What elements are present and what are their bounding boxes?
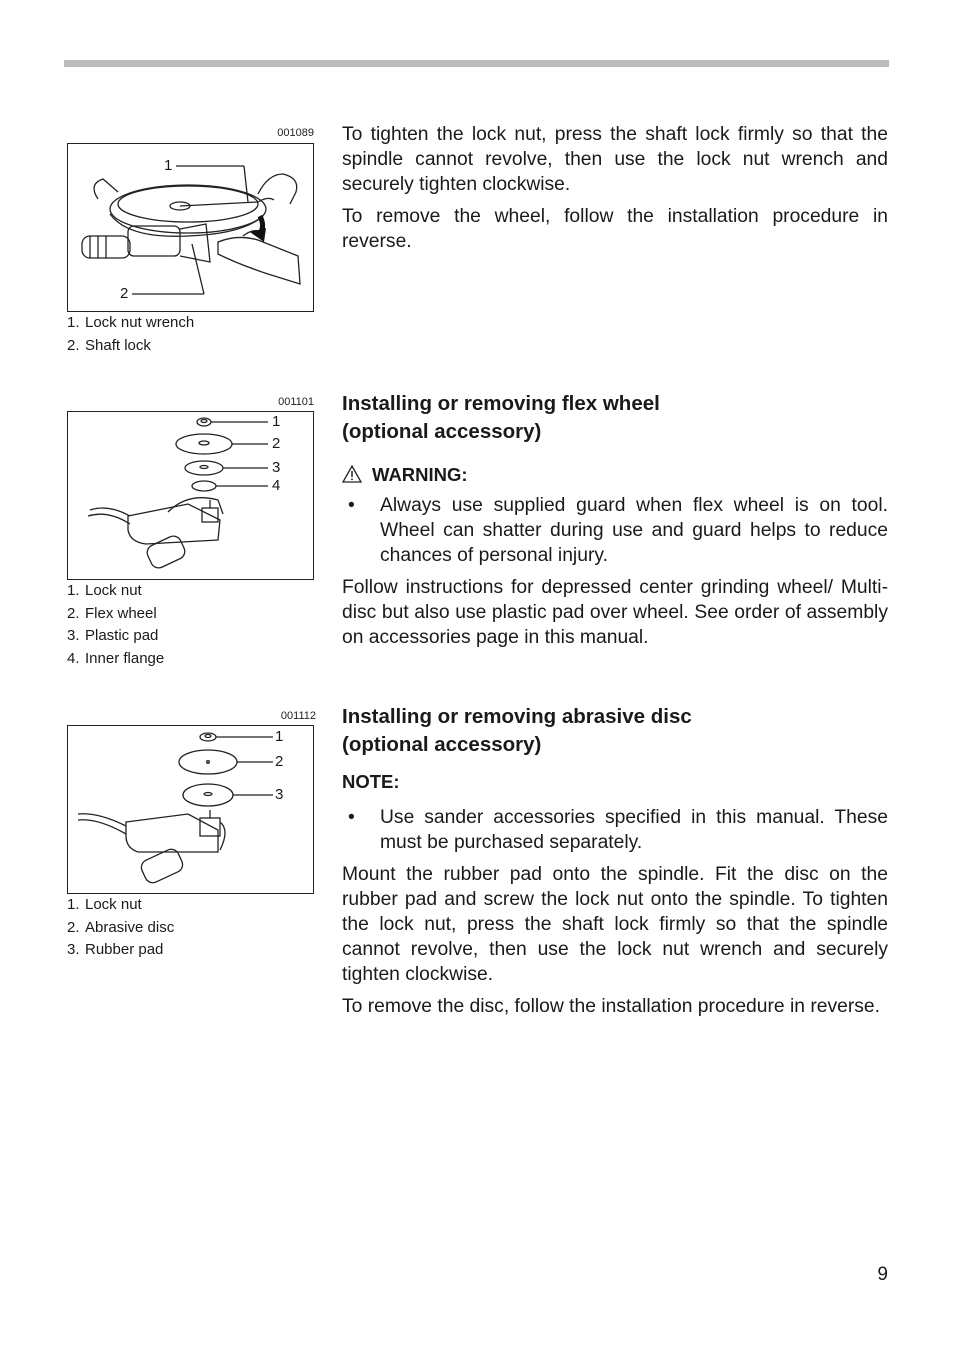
paragraph: To remove the disc, follow the installation procedure in reverse.	[342, 996, 881, 1017]
callout-3: 3	[272, 459, 281, 476]
note-label: NOTE:	[342, 771, 400, 792]
legend-item: 3. Plastic pad	[67, 627, 159, 645]
bullet-dot: •	[348, 807, 355, 828]
callout-1: 1	[164, 157, 173, 174]
body-text	[342, 122, 888, 261]
callout-2: 2	[120, 285, 129, 302]
legend-item: 1. Lock nut wrench	[67, 314, 195, 331]
callout-2: 2	[275, 753, 284, 770]
abrasive-disc-exploded-illustration	[68, 726, 315, 895]
legend-item: 4. Inner flange	[67, 650, 165, 668]
header-rule	[64, 60, 889, 67]
figure-legend	[67, 312, 194, 357]
figure-lock-nut-wrench	[67, 143, 314, 312]
figure-abrasive-disc	[67, 725, 314, 894]
callout-2: 2	[272, 435, 281, 452]
section-heading: Installing or removing flex wheel (optional accessory)	[342, 392, 660, 443]
grinder-wrench-illustration	[68, 144, 315, 313]
paragraph: To remove the wheel, follow the installation procedure in reverse.	[342, 206, 888, 252]
callout-4: 4	[272, 477, 281, 494]
page-number: 9	[877, 1264, 888, 1285]
legend-item: 2. Shaft lock	[67, 336, 151, 354]
figure-flex-wheel	[67, 411, 314, 580]
legend-item: 3. Rubber pad	[67, 941, 164, 959]
bullet-item: • Use sander accessories specified in this manual. These must be purchased separately.	[348, 807, 888, 853]
figure-code: 001112	[280, 710, 316, 722]
paragraph: Mount the rubber pad onto the spindle. Fit the disc on the rubber pad and screw the lock nut onto the spindle. To tighten the lock nut, press the shaft lock firmly so that the spindle cannot revolve, then use the lock nut wrench and securely tighten clockwise.	[342, 864, 888, 985]
legend-item: 1. Lock nut	[67, 896, 142, 913]
body-text	[342, 862, 888, 1026]
legend-item: 2. Flex wheel	[67, 604, 157, 622]
warning-triangle-icon	[342, 465, 362, 483]
callout-3: 3	[275, 786, 284, 803]
figure-code: 001101	[278, 396, 314, 408]
paragraph: To tighten the lock nut, press the shaft lock firmly so that the spindle cannot revolve, then use the lock nut wrench and securely tighten clockwise.	[342, 124, 888, 195]
bullet-dot: •	[348, 495, 355, 516]
legend-item: 1. Lock nut	[67, 582, 142, 599]
figure-legend	[67, 580, 164, 671]
callout-1: 1	[275, 728, 284, 745]
bullet-item: • Always use supplied guard when flex wheel is on tool. Wheel can shatter during use and guard helps to reduce chances of personal injury.	[348, 495, 888, 566]
callout-1: 1	[272, 413, 281, 430]
warning-label: WARNING:	[342, 464, 468, 486]
figure-legend	[67, 894, 174, 962]
legend-item: 2. Abrasive disc	[67, 918, 175, 936]
paragraph: Follow instructions for depressed center grinding wheel/ Multi-disc but also use plastic pad over wheel. See order of assembly on accessories page in this manual.	[342, 577, 888, 648]
body-text	[342, 575, 888, 657]
figure-code: 001089	[277, 127, 314, 139]
section-heading: Installing or removing abrasive disc (optional accessory)	[342, 705, 692, 756]
